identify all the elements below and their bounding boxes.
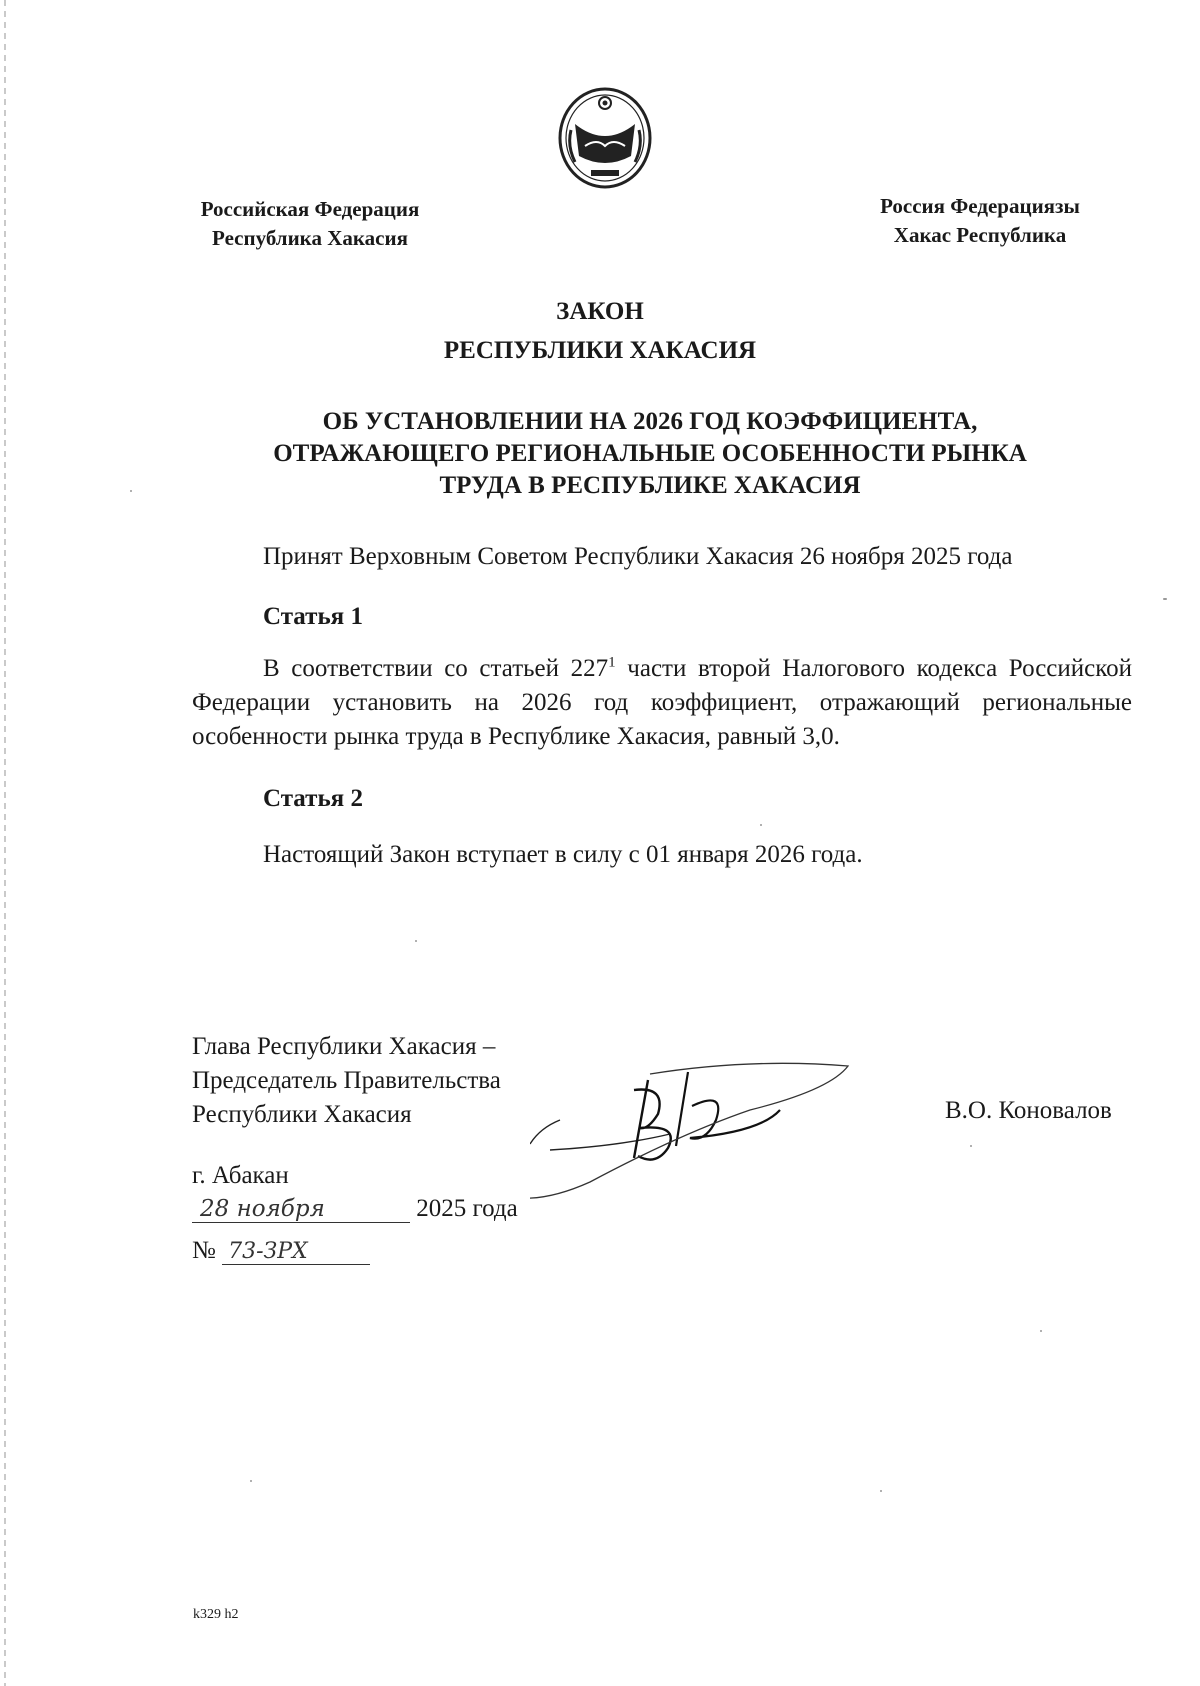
header-right-khakas [830, 192, 1130, 250]
scan-speck [415, 940, 417, 942]
article-2-heading: Статья 2 [263, 785, 363, 812]
scan-speck [970, 1145, 972, 1147]
scan-speck [1163, 598, 1167, 600]
signatory-line3: Республики Хакасия [192, 1101, 412, 1128]
article-1-heading: Статья 1 [263, 603, 363, 630]
scan-speck [250, 1480, 252, 1482]
number-prefix: № [192, 1237, 216, 1264]
article-1-text-before: В соответствии со статьей 227 [263, 655, 609, 682]
signing-date [192, 1195, 592, 1231]
article-1-text-after: части второй Налогового кодекса Российской Федерации установить на 2026 год коэффициент, отражающий региональные особенности рынка труда в Республике Хакасия, равный 3,0. [192, 655, 1132, 750]
law-republic: РЕСПУБЛИКИ ХАКАСИЯ [443, 337, 757, 364]
header-left-line2: Республика Хакасия [212, 226, 408, 250]
law-subject-line3: ТРУДА В РЕСПУБЛИКЕ ХАКАСИЯ [439, 472, 861, 499]
article-1-text [192, 652, 1132, 754]
scan-speck [760, 824, 762, 826]
header-right-line1: Россия Федерациязы [880, 194, 1080, 218]
signatory-line1: Глава Республики Хакасия – [192, 1033, 496, 1060]
law-subject-title [200, 406, 1100, 502]
number-handwritten: 73-ЗРХ [222, 1239, 370, 1265]
adoption-statement: Принят Верховным Советом Республики Хакасия 26 ноября 2025 года [263, 543, 1013, 570]
date-handwritten: 28 ноября [192, 1196, 410, 1223]
footer-code: k329 h2 [193, 1607, 239, 1622]
header-left-russian [160, 195, 460, 253]
law-subject-line1: ОБ УСТАНОВЛЕНИИ НА 2026 ГОД КОЭФФИЦИЕНТА, [322, 408, 978, 435]
law-label: ЗАКОН [556, 298, 644, 325]
khakassia-coat-of-arms-emblem [557, 86, 653, 190]
signatory-line2: Председатель Правительства [192, 1067, 501, 1094]
scan-speck [130, 490, 132, 492]
scan-speck [1040, 1330, 1042, 1332]
article-1-superscript: 1 [608, 654, 616, 671]
scan-speck [880, 1490, 882, 1492]
signing-place: г. Абакан [192, 1162, 289, 1189]
date-suffix: 2025 года [416, 1195, 518, 1222]
signer-name: В.О. Коновалов [945, 1097, 1112, 1124]
header-right-line2: Хакас Республика [893, 223, 1067, 247]
handwritten-signature [530, 1050, 880, 1210]
header-left-line1: Российская Федерация [200, 197, 420, 221]
law-number [192, 1237, 370, 1265]
law-subject-line2: ОТРАЖАЮЩЕГО РЕГИОНАЛЬНЫЕ ОСОБЕННОСТИ РЫНКА [273, 440, 1027, 467]
article-2-text: Настоящий Закон вступает в силу с 01 января 2026 года. [263, 841, 863, 868]
scan-edge-line [4, 0, 6, 1686]
signatory-title [192, 1030, 501, 1132]
